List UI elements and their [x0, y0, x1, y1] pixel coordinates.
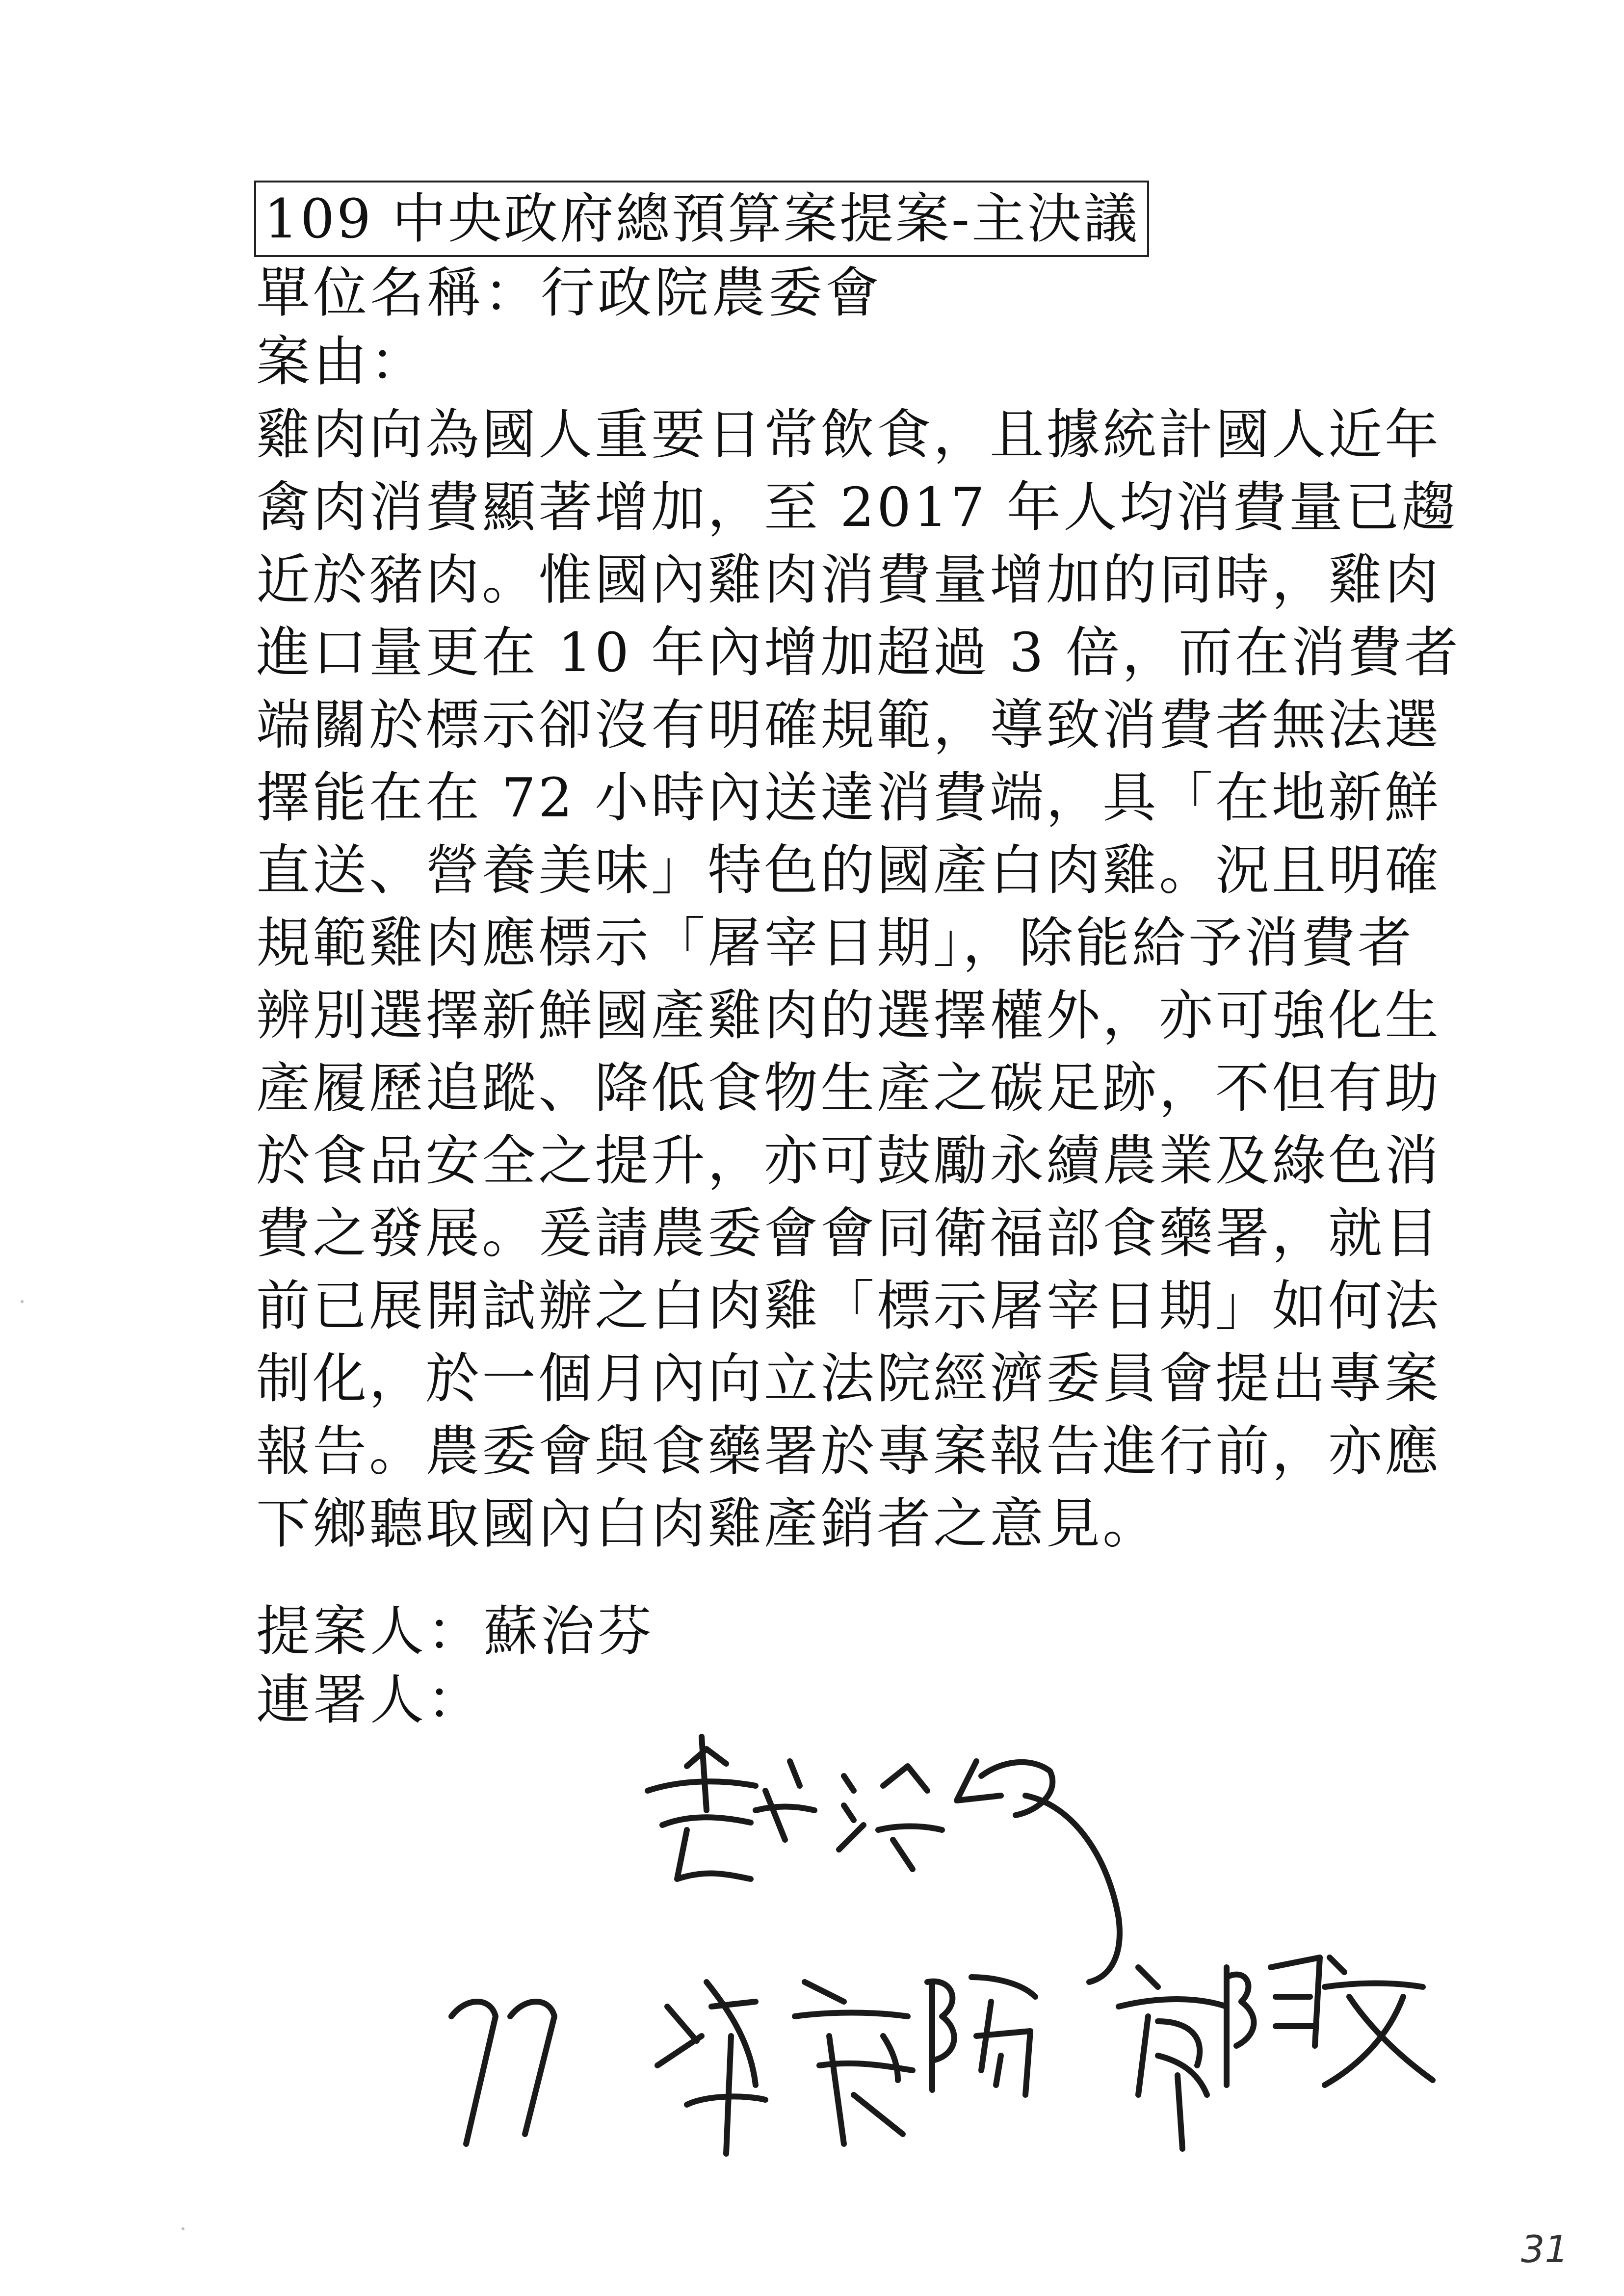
body-line: 禽肉消費顯著增加，至 2017 年人均消費量已趨	[256, 476, 1458, 539]
signature-2	[451, 1957, 1433, 2154]
body-line: 端關於標示卻沒有明確規範，導致消費者無法選	[256, 694, 1441, 757]
body-line: 制化，於一個月內向立法院經濟委員會提出專案	[256, 1347, 1441, 1410]
case-reason-body	[256, 398, 1461, 1560]
body-line: 辨別選擇新鮮國產雞肉的選擇權外，亦可強化生	[256, 984, 1441, 1047]
cosigner-label: 連署人：	[256, 1669, 484, 1731]
body-line: 下鄉聽取國內白肉雞產銷者之意見。	[256, 1492, 1159, 1555]
body-line: 規範雞肉應標示「屠宰日期」，除能給予消費者	[256, 912, 1414, 974]
signature-1	[648, 1737, 1120, 1982]
page-number: 31	[1521, 2227, 1569, 2271]
body-line: 擇能在在 72 小時內送達消費端，具「在地新鮮	[256, 766, 1441, 829]
body-line: 報告。農委會與食藥署於專案報告進行前，亦應	[256, 1420, 1441, 1483]
body-line: 產履歷追蹤、降低食物生產之碳足跡，不但有助	[256, 1057, 1441, 1120]
handwritten-signatures	[412, 1663, 1531, 2159]
body-line: 直送、營養美味」特色的國產白肉雞。況且明確	[256, 839, 1441, 902]
body-line: 於食品安全之提升，亦可鼓勵永續農業及綠色消	[256, 1129, 1441, 1192]
body-line: 前已展開試辦之白肉雞「標示屠宰日期」如何法	[256, 1275, 1441, 1337]
case-reason-label: 案由：	[256, 330, 427, 393]
body-line: 進口量更在 10 年內增加超過 3 倍，而在消費者	[256, 621, 1461, 684]
proposer-line: 提案人：蘇治芬	[256, 1600, 655, 1663]
body-line: 費之發展。爰請農委會會同衛福部食藥署，就目	[256, 1202, 1441, 1265]
body-line: 雞肉向為國人重要日常飲食，且據統計國人近年	[256, 403, 1441, 466]
scan-artifact	[21, 1300, 24, 1303]
scan-artifact	[182, 2227, 184, 2230]
unit-name-line: 單位名稱：行政院農委會	[256, 261, 882, 324]
body-line: 近於豬肉。惟國內雞肉消費量增加的同時，雞肉	[256, 548, 1441, 611]
proposal-title: 109 中央政府總預算案提案-主決議	[254, 181, 1149, 257]
